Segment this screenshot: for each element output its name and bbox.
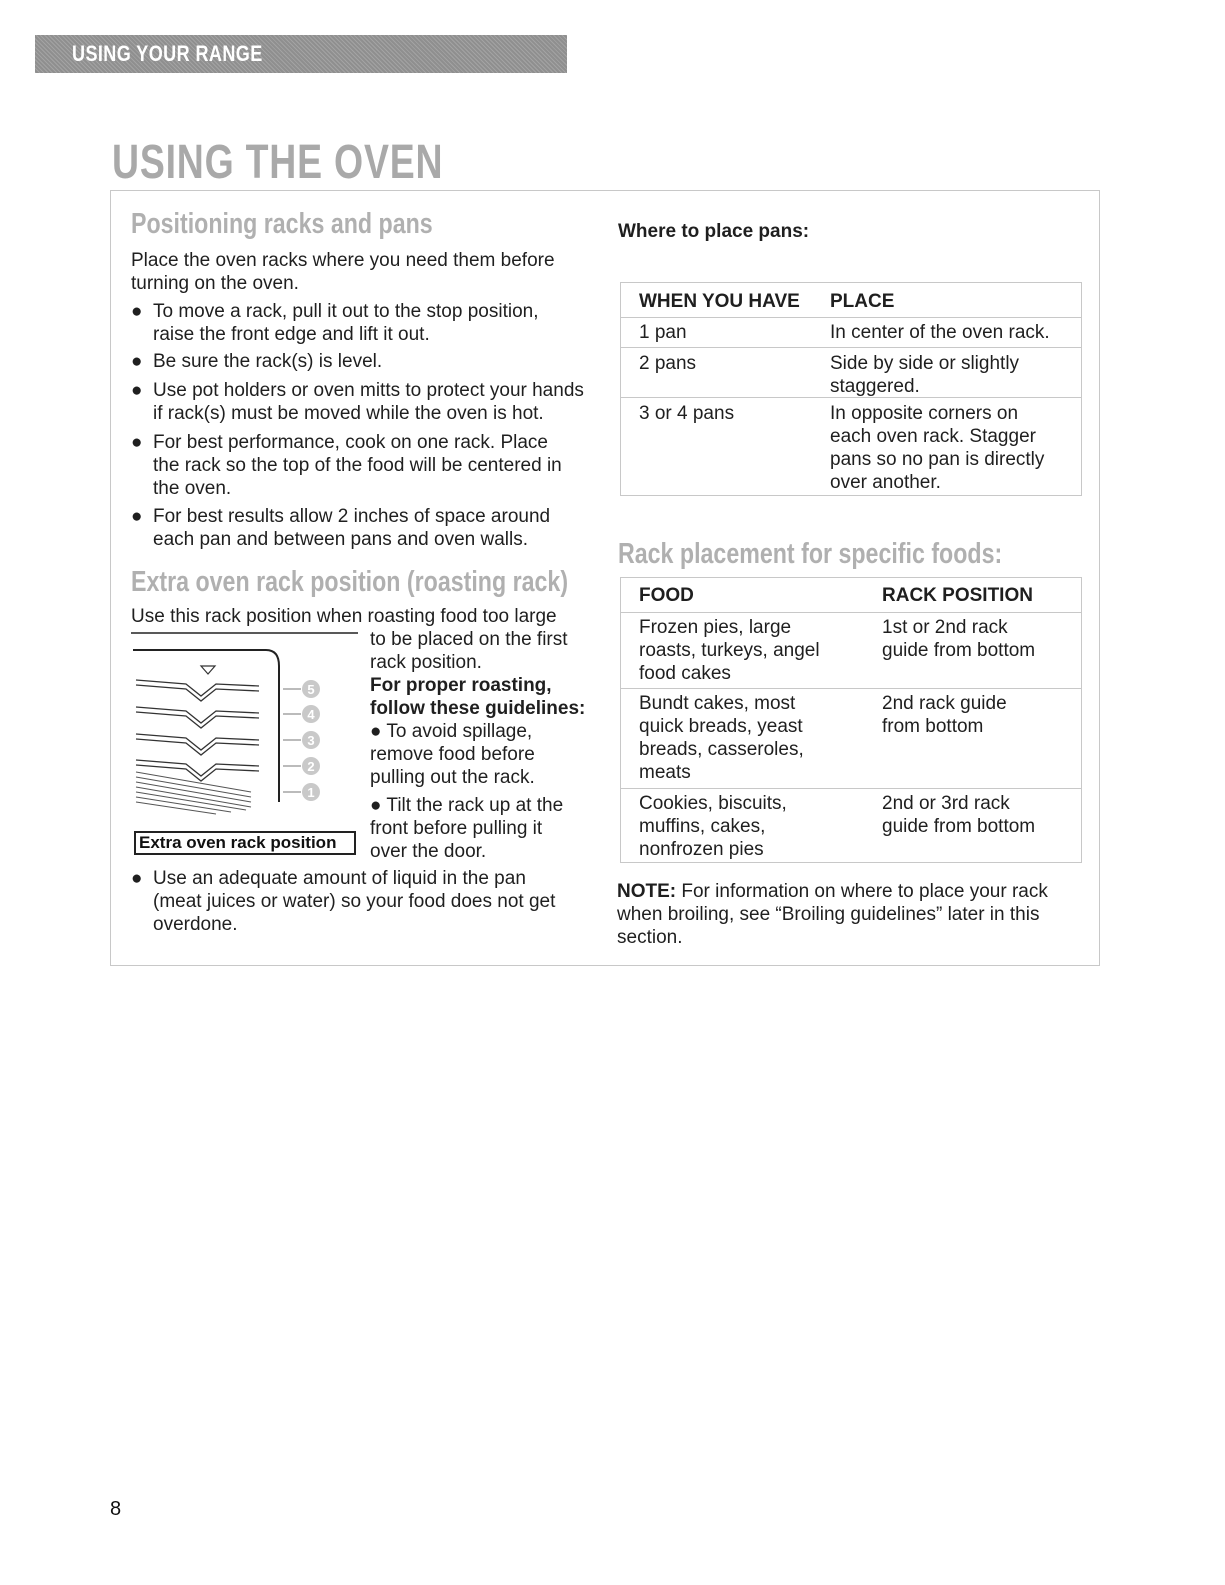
extra-rack-intro: Use this rack position when roasting food too large — [131, 606, 557, 627]
positioning-bullet-1 — [131, 300, 601, 346]
table-cell — [639, 692, 804, 784]
bullet-dot: ● — [131, 380, 143, 401]
pans-heading: Where to place pans: — [618, 221, 810, 242]
column-header: FOOD — [639, 585, 694, 606]
table-cell — [882, 616, 1035, 662]
rack-number-5: 5 — [307, 682, 315, 697]
guideline-text: pulling out the rack. — [370, 767, 535, 788]
bullet-text: the rack so the top of the food will be centered in — [153, 455, 562, 476]
note-text: For information on where to place your rack — [676, 881, 1048, 902]
positioning-bullet-4 — [131, 431, 601, 500]
cell-line: 2nd rack guide — [882, 693, 1007, 714]
table-cell: 2 pans — [639, 353, 697, 374]
bullet-text: if rack(s) must be moved while the oven is hot. — [153, 403, 544, 424]
table-cell: 3 or 4 pans — [639, 403, 735, 424]
cell-line: meats — [639, 762, 691, 783]
table-cell — [639, 792, 787, 861]
column-header: PLACE — [830, 291, 895, 312]
note-text: section. — [617, 927, 683, 948]
extra-rack-heading: Extra oven rack position (roasting rack) — [131, 566, 569, 598]
bullet-text: To move a rack, pull it out to the stop position, — [153, 301, 539, 322]
cell-line: Side by side or slightly — [830, 353, 1020, 374]
table-header-row — [621, 283, 1081, 317]
positioning-heading: Positioning racks and pans — [131, 208, 433, 240]
cell-line: Bundt cakes, most — [639, 693, 796, 714]
table-cell: In center of the oven rack. — [830, 322, 1050, 343]
guidelines-heading-line-1: For proper roasting, — [370, 675, 552, 696]
oven-rack-diagram — [131, 632, 359, 854]
bullet-dot: ● — [131, 506, 143, 527]
bullet-dot: ● — [370, 721, 387, 742]
bullet-text: raise the front edge and lift it out. — [153, 324, 430, 345]
guideline-line — [370, 721, 532, 742]
bullet-dot: ● — [131, 432, 143, 453]
guideline-text: Tilt the rack up at the — [386, 795, 564, 816]
liquid-bullet — [131, 867, 601, 936]
table-row — [621, 397, 1081, 498]
table-cell — [882, 692, 1007, 738]
cell-line: 1st or 2nd rack — [882, 617, 1008, 638]
cell-line: staggered. — [830, 376, 920, 397]
guideline-line — [370, 795, 563, 816]
bullet-text: For best results allow 2 inches of space around — [153, 506, 551, 527]
cell-line: over another. — [830, 472, 941, 493]
guidelines-heading-line-2: follow these guidelines: — [370, 698, 586, 719]
page-number: 8 — [110, 1498, 122, 1520]
table-row — [621, 317, 1081, 348]
section-banner — [35, 35, 567, 73]
note-label: NOTE: — [617, 881, 677, 902]
bullet-text: (meat juices or water) so your food does not get — [153, 891, 556, 912]
bullet-text: Be sure the rack(s) is level. — [153, 351, 383, 372]
cell-line: each oven rack. Stagger — [830, 426, 1036, 447]
cell-line: guide from bottom — [882, 640, 1036, 661]
cell-line: guide from bottom — [882, 816, 1036, 837]
positioning-bullet-3 — [131, 379, 611, 425]
table-row — [621, 788, 1081, 865]
extra-rack-side-line-1: to be placed on the first — [370, 629, 568, 650]
cell-line: food cakes — [639, 663, 731, 684]
cell-line: Cookies, biscuits, — [639, 793, 787, 814]
cell-line: Frozen pies, large — [639, 617, 792, 638]
rack-number-1: 1 — [307, 785, 315, 800]
table-header-row — [621, 578, 1081, 612]
cell-line: breads, casseroles, — [639, 739, 804, 760]
positioning-intro-line1: Place the oven racks where you need them before — [131, 250, 555, 271]
guideline-text: front before pulling it — [370, 818, 543, 839]
extra-rack-side-line-2: rack position. — [370, 652, 482, 673]
guideline-text: To avoid spillage, — [386, 721, 533, 742]
bullet-dot: ● — [370, 795, 387, 816]
rack-placement-table — [620, 577, 1082, 863]
bullet-text: each pan and between pans and oven walls. — [153, 529, 528, 550]
bullet-text: overdone. — [153, 914, 238, 935]
table-cell — [830, 352, 1019, 398]
figure-caption: Extra oven rack position — [134, 831, 356, 855]
guideline-text: remove food before — [370, 744, 535, 765]
cell-line: roasts, turkeys, angel — [639, 640, 820, 661]
cell-line: nonfrozen pies — [639, 839, 764, 860]
cell-line: pans so no pan is directly — [830, 449, 1045, 470]
positioning-intro-line2: turning on the oven. — [131, 273, 299, 294]
bullet-text: Use an adequate amount of liquid in the pan — [153, 868, 526, 889]
bullet-text: the oven. — [153, 478, 232, 499]
positioning-bullet-2 — [131, 350, 601, 373]
pans-table — [620, 282, 1082, 496]
page-title: USING THE OVEN — [112, 136, 444, 189]
table-cell — [882, 792, 1035, 838]
cell-line: from bottom — [882, 716, 984, 737]
table-row — [621, 688, 1081, 789]
bullet-dot: ● — [131, 351, 143, 372]
column-header: RACK POSITION — [882, 585, 1033, 606]
note-paragraph — [617, 880, 1087, 949]
bullet-dot: ● — [131, 868, 143, 889]
bullet-text: Use pot holders or oven mitts to protect your hands — [153, 380, 584, 401]
rack-placement-heading: Rack placement for specific foods: — [618, 538, 1003, 570]
rack-number-3: 3 — [307, 733, 315, 748]
table-cell — [639, 616, 820, 685]
cell-line: In opposite corners on — [830, 403, 1019, 424]
cell-line: 2nd or 3rd rack — [882, 793, 1010, 814]
guideline-text: over the door. — [370, 841, 487, 862]
bullet-text: For best performance, cook on one rack. Place — [153, 432, 548, 453]
table-cell — [830, 402, 1044, 494]
note-text: when broiling, see “Broiling guidelines” later in this — [617, 904, 1040, 925]
cell-line: quick breads, yeast — [639, 716, 803, 737]
rack-number-2: 2 — [307, 759, 315, 774]
table-row — [621, 347, 1081, 398]
table-row — [621, 612, 1081, 689]
table-cell: 1 pan — [639, 322, 687, 343]
guideline-bullet-2 — [370, 794, 600, 863]
rack-number-4: 4 — [307, 707, 315, 722]
column-header: WHEN YOU HAVE — [639, 291, 800, 312]
positioning-bullet-5 — [131, 505, 601, 551]
cell-line: muffins, cakes, — [639, 816, 766, 837]
guideline-bullet-1 — [370, 720, 600, 789]
section-label: USING YOUR RANGE — [72, 41, 263, 66]
bullet-dot: ● — [131, 301, 143, 322]
